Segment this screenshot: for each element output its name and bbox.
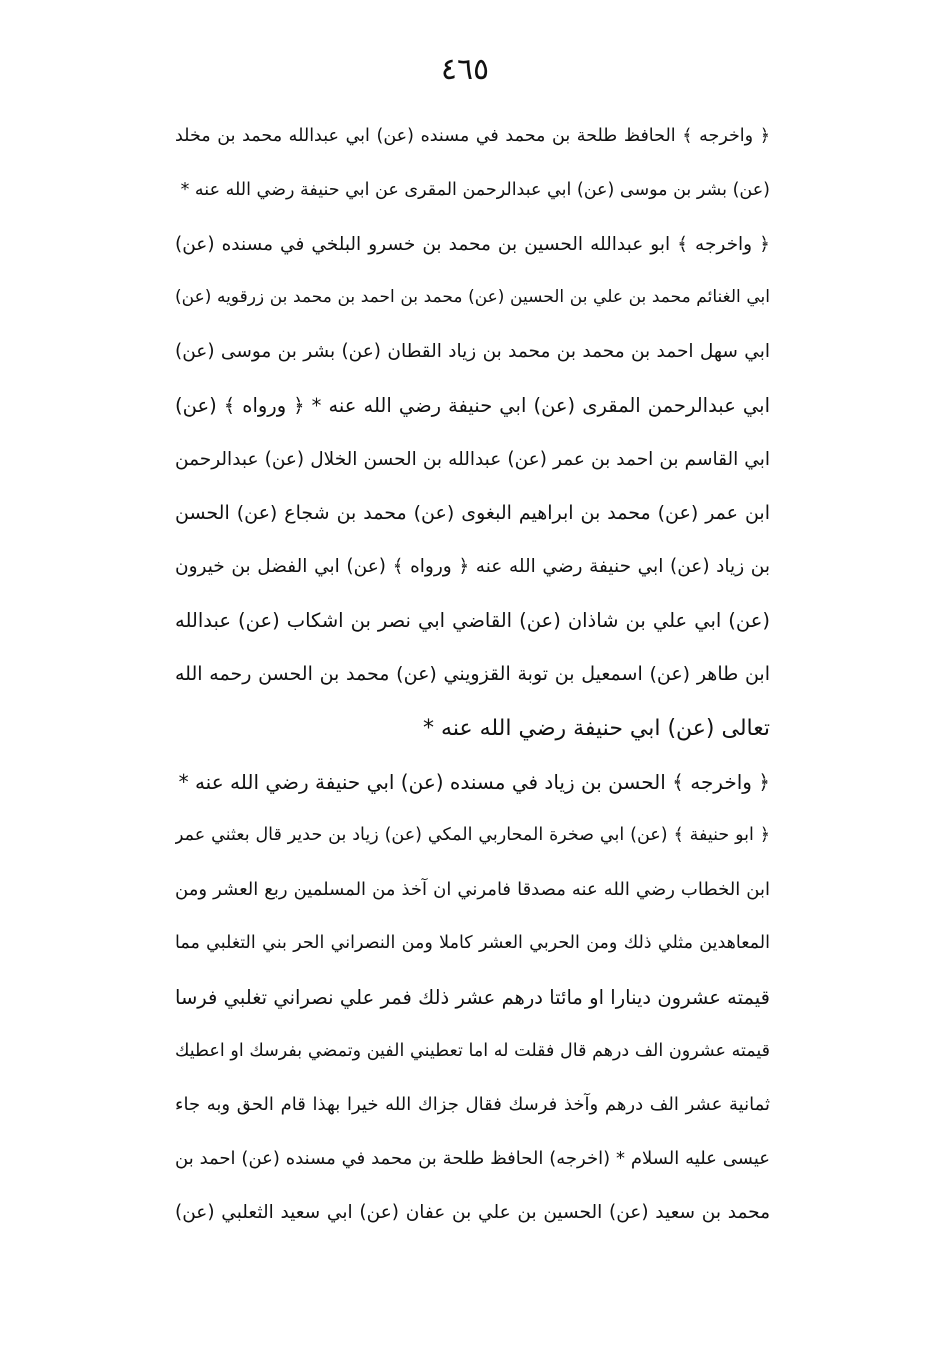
text-line: ﴿ واخرجه ﴾ الحسن بن زياد في مسنده (عن) ابي حنيفة رضي الله عنه * [178, 769, 770, 794]
text-line: ابن الخطاب رضي الله عنه مصدقا فامرني ان آخذ من المسلمين ربع العشر ومن [175, 879, 770, 901]
text-line: ابي الغنائم محمد بن علي بن الحسين (عن) محمد بن احمد بن محمد بن زرقويه (عن) [175, 287, 770, 308]
page-number: ٤٦٥ [440, 52, 490, 87]
text-line: ﴿ واخرجه ﴾ ابو عبدالله الحسين بن محمد بن خسرو البلخي في مسنده (عن) [175, 233, 770, 255]
text-line: ﴿ ابو حنيفة ﴾ (عن) ابي صخرة المحاربي المكي (عن) زياد بن حدير قال بعثني عمر [175, 825, 770, 846]
text-line: ثمانية عشر الف درهم وآخذ فرسك فقال جزاك الله خيرا بهذا قام الحق وبه جاء [175, 1094, 770, 1116]
text-line: ابي عبدالرحمن المقرى (عن) ابي حنيفة رضي الله عنه * ﴿ ورواه ﴾ (عن) [175, 393, 770, 417]
text-line: قيمته عشرون الف درهم قال فقلت له اما تعطيني الفين وتمضي بفرسك او اعطيك [175, 1040, 770, 1061]
text-line: ابي القاسم بن احمد بن عمر (عن) عبدالله بن الحسن الخلال (عن) عبدالرحمن [175, 448, 770, 470]
text-line: بن زياد (عن) ابي حنيفة رضي الله عنه ﴿ ورواه ﴾ (عن) ابي الفضل بن خيرون [175, 556, 770, 578]
text-line: ﴿ واخرجه ﴾ الحافظ طلحة بن محمد في مسنده (عن) ابي عبدالله محمد بن مخلد [175, 126, 770, 146]
text-line: (عن) ابي علي بن شاذان (عن) القاضي ابي نصر بن اشكاب (عن) عبدالله [175, 609, 770, 633]
text-line: ابن عمر (عن) محمد بن ابراهيم البغوى (عن) محمد بن شجاع (عن) الحسن [175, 501, 770, 524]
text-line: ابن طاهر (عن) اسمعيل بن توبة القزويني (عن) محمد بن الحسن رحمه الله [175, 662, 770, 685]
text-line: (عن) بشر بن موسى (عن) ابي عبدالرحمن المقرى عن ابي حنيفة رضي الله عنه * [180, 179, 770, 200]
body-text [175, 110, 770, 1240]
text-line: قيمته عشرون دينارا او مائتا درهم عشر ذلك فمر علي نصراني تغلبي فرسا [175, 985, 770, 1009]
text-line: عيسى عليه السلام * (اخرجه) الحافظ طلحة بن محمد في مسنده (عن) احمد بن [175, 1148, 770, 1170]
text-line: ابي سهل احمد بن محمد بن محمد بن زياد القطان (عن) بشر بن موسى (عن) [175, 341, 770, 363]
text-line: تعالى (عن) ابي حنيفة رضي الله عنه * [423, 715, 770, 741]
text-line: المعاهدين مثلي ذلك ومن الحربي العشر كاملا ومن النصراني الحر بني التغلبي مما [175, 932, 770, 953]
text-line: محمد بن سعيد (عن) الحسين بن علي بن عفان (عن) ابي سعيد الثعلبي (عن) [175, 1201, 770, 1223]
